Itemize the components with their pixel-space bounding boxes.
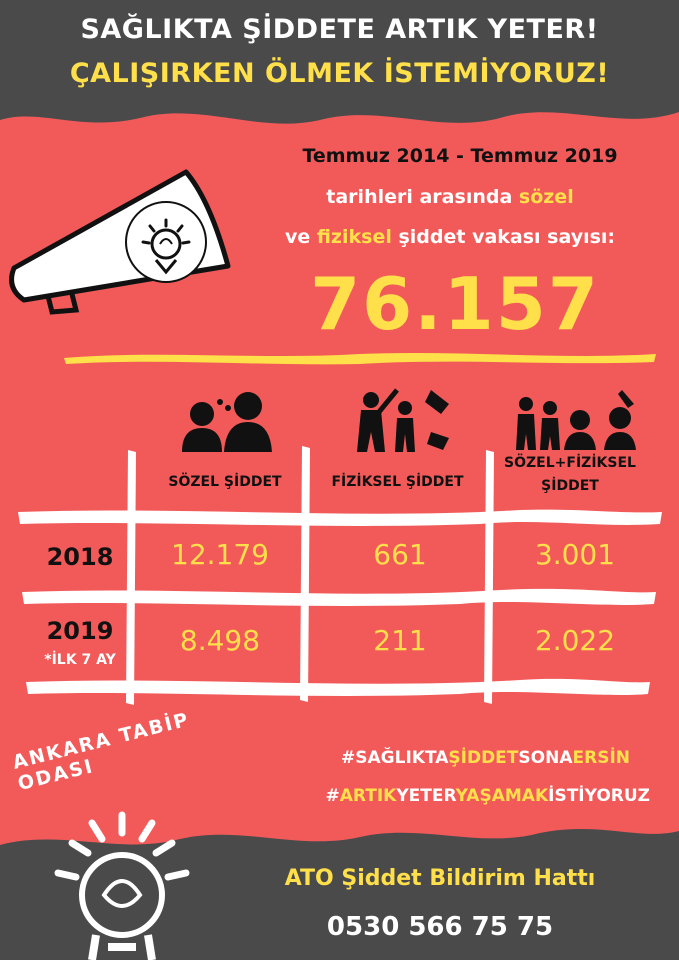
cell-2018-combined: 3.001 xyxy=(534,538,616,571)
hashtag-1-part-b: ŞİDDET xyxy=(448,748,519,768)
row-year-2019: 2019 xyxy=(46,617,114,645)
hashtag-1 xyxy=(240,748,630,768)
hashtag-2-part-d: YAŞAMAK xyxy=(455,786,549,806)
stat-total: 76.157 xyxy=(310,262,600,346)
stat-highlight-sozel: sözel xyxy=(518,186,574,208)
logo-arc-text: ANKARA TABİP ODASI xyxy=(10,708,192,796)
stat-line-2 xyxy=(230,186,670,208)
hotline-phone[interactable]: 0530 566 75 75 xyxy=(326,912,554,942)
stat-line-3-text-a: ve xyxy=(284,226,317,248)
hotline-label: ATO Şiddet Bildirim Hattı xyxy=(284,866,596,891)
column-header-combined-1: SÖZEL+FİZİKSEL xyxy=(504,455,636,471)
megaphone-icon xyxy=(0,160,240,320)
table-grid xyxy=(0,440,679,710)
stat-period: Temmuz 2014 - Temmuz 2019 xyxy=(302,145,618,167)
hashtag-2-part-b: ARTIK xyxy=(339,786,397,806)
header-subtitle: ÇALIŞIRKEN ÖLMEK İSTEMİYORUZ! xyxy=(69,58,610,89)
row-note-2019: *İLK 7 AY xyxy=(44,652,116,668)
hashtag-1-part-d: ERSİN xyxy=(572,748,630,768)
hashtag-2-part-e: İSTİYORUZ xyxy=(548,786,650,806)
hashtag-1-part-c: SONA xyxy=(518,748,573,768)
yellow-brush-divider xyxy=(60,346,660,368)
column-header-verbal: SÖZEL ŞİDDET xyxy=(168,474,282,490)
hashtag-1-part-a: #SAĞLIKTA xyxy=(341,748,449,768)
stat-line-3 xyxy=(230,226,670,248)
row-year-2018: 2018 xyxy=(46,543,114,571)
cell-2018-verbal: 12.179 xyxy=(171,538,269,571)
cell-2019-physical: 211 xyxy=(373,624,427,657)
cell-2019-verbal: 8.498 xyxy=(179,624,261,657)
column-header-combined-2: ŞİDDET xyxy=(541,478,599,494)
hashtag-2-part-c: YETER xyxy=(396,786,456,806)
header-title: SAĞLIKTA ŞİDDETE ARTIK YETER! xyxy=(80,14,599,45)
stat-line-3-text-c: şiddet vakası sayısı: xyxy=(391,226,616,248)
column-header-physical: FİZİKSEL ŞİDDET xyxy=(331,474,464,490)
hashtag-2-part-a: # xyxy=(325,786,340,806)
hashtag-2 xyxy=(240,786,650,806)
stat-line-2-text: tarihleri arasında xyxy=(326,186,519,208)
stat-highlight-fiziksel: fiziksel xyxy=(316,226,392,248)
cell-2019-combined: 2.022 xyxy=(534,624,616,657)
cell-2018-physical: 661 xyxy=(373,538,427,571)
